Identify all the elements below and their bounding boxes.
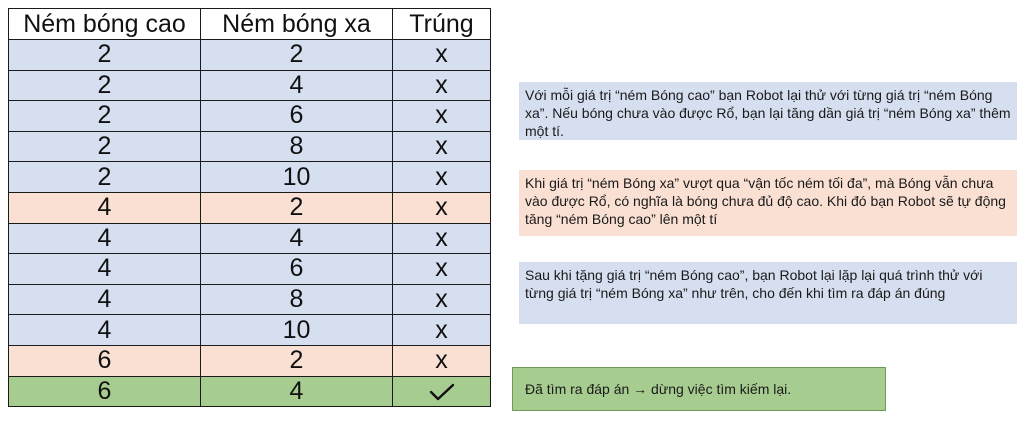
table-row — [9, 40, 491, 71]
table-row — [9, 315, 491, 346]
cell-hit: x — [393, 101, 491, 132]
cell-high: 2 — [9, 40, 201, 71]
table-row — [9, 70, 491, 101]
cell-high: 2 — [9, 162, 201, 193]
cell-high: 4 — [9, 315, 201, 346]
table-row — [9, 254, 491, 285]
cell-hit: x — [393, 70, 491, 101]
cell-hit: x — [393, 284, 491, 315]
cell-far: 8 — [201, 131, 393, 162]
cell-high: 4 — [9, 223, 201, 254]
cell-hit: x — [393, 345, 491, 376]
header-hit: Trúng — [393, 9, 491, 40]
cell-hit: x — [393, 131, 491, 162]
note-try-far-values: Với mỗi giá trị “ném Bóng cao” bạn Robot lại thử với từng giá trị “ném Bóng xa”. Nếu bóng chưa vào được Rổ, bạn lại tăng dần giá trị “ném Bóng xa” thêm một tí. — [519, 82, 1017, 140]
cell-hit: x — [393, 223, 491, 254]
cell-hit: x — [393, 254, 491, 285]
cell-far: 4 — [201, 70, 393, 101]
table-row — [9, 223, 491, 254]
table-row — [9, 131, 491, 162]
cell-far: 4 — [201, 223, 393, 254]
note-repeat-process: Sau khi tặng giá trị “ném Bóng cao”, bạn Robot lại lặp lại quá trình thử với từng giá trị “ném Bóng xa” như trên, cho đến khi tìm ra đáp án đúng — [519, 262, 1017, 324]
table-row — [9, 162, 491, 193]
check-icon — [393, 376, 491, 407]
table-row — [9, 101, 491, 132]
header-high: Ném bóng cao — [9, 9, 201, 40]
cell-far: 2 — [201, 192, 393, 223]
cell-high: 2 — [9, 70, 201, 101]
cell-high: 4 — [9, 254, 201, 285]
cell-far: 6 — [201, 254, 393, 285]
cell-far: 2 — [201, 345, 393, 376]
note-found-answer: Đã tìm ra đáp án → dừng việc tìm kiếm lại. — [512, 367, 886, 411]
search-table — [8, 8, 491, 407]
cell-high: 4 — [9, 192, 201, 223]
cell-far: 6 — [201, 101, 393, 132]
cell-high: 6 — [9, 345, 201, 376]
table-row — [9, 284, 491, 315]
header-far: Ném bóng xa — [201, 9, 393, 40]
cell-far: 2 — [201, 40, 393, 71]
cell-hit: x — [393, 40, 491, 71]
table-row — [9, 376, 491, 407]
cell-hit: x — [393, 315, 491, 346]
cell-high: 2 — [9, 101, 201, 132]
cell-far: 10 — [201, 162, 393, 193]
cell-high: 2 — [9, 131, 201, 162]
cell-far: 10 — [201, 315, 393, 346]
cell-hit: x — [393, 192, 491, 223]
cell-high: 6 — [9, 376, 201, 407]
cell-far: 4 — [201, 376, 393, 407]
header-row — [9, 9, 491, 40]
table-row — [9, 192, 491, 223]
table-row — [9, 345, 491, 376]
cell-hit: x — [393, 162, 491, 193]
cell-far: 8 — [201, 284, 393, 315]
note-increase-high: Khi giá trị “ném Bóng xa” vượt qua “vận tốc ném tối đa”, mà Bóng vẫn chưa vào được Rổ, có nghĩa là bóng chưa đủ độ cao. Khi đó bạn Robot sẽ tự động tăng “ném Bóng cao” lên một tí — [519, 170, 1017, 236]
cell-high: 4 — [9, 284, 201, 315]
